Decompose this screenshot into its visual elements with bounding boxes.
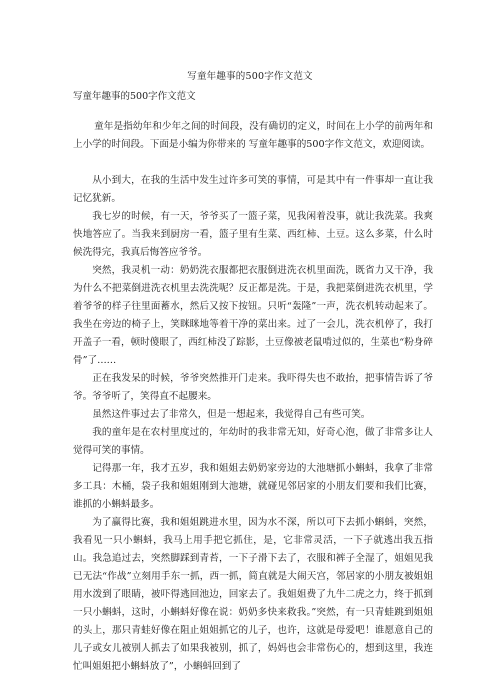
article-body: [73, 118, 433, 676]
paragraph: 记得那一年，我才五岁，我和姐姐去奶奶家旁边的大池塘抓小蝌蚪，我拿了非常多工具：木桶，袋子我和姐姐刚到大池塘，就碰见邻居家的小朋友们要和我们比赛，谁抓的小蝌蚪最多。: [73, 463, 433, 510]
paragraph: 虽然这件事过去了非常久，但是一想起来，我觉得自己有些可笑。: [92, 409, 371, 420]
document-title: 写童年趣事的500字作文范文: [187, 71, 313, 82]
paragraph: 突然，我灵机一动：奶奶洗衣服都把衣服倒进洗衣机里面洗，既省力又干净，我为什么不把菜倒进洗衣机里去洗洗呢？反正都是洗。于是，我把菜倒进洗衣机里，学着爷爷的样子往里面蓄水，然后又按下按钮。只听“轰隆”一声，洗衣机转动起来了。我坐在旁边的椅子上，笑眯眯地等着干净的菜出来。过了一会儿，洗衣机停了，我打开盖子一看，顿时傻眼了，西红柿没了踪影，土豆像被老鼠啃过似的，生菜也“粉身碎骨”了……: [73, 265, 433, 366]
paragraph: 我七岁的时候，有一天，爷爷买了一篮子菜，见我闲着没事，就让我洗菜。我爽快地答应了。当我来到厨房一看，篮子里有生菜、西红柿、土豆。这么多菜，什么时候洗得完，我真后悔答应爷爷。: [73, 211, 433, 258]
paragraph: 从小到大，在我的生活中发生过许多可笑的事情，可是其中有一件事却一直让我记忆犹新。: [73, 175, 433, 204]
paragraph: 我的童年是在农村里度过的，年幼时的我非常无知，好奇心泡，做了非常多让人觉得可笑的事情。: [73, 427, 433, 456]
intro-paragraph: 童年是指幼年和少年之间的时间段，没有确切的定义，时间在上小学的前两年和上小学的时间段。下面是小编为你带来的 写童年趣事的500字作文范文，欢迎阅读。: [73, 121, 433, 150]
paragraph: 为了赢得比赛，我和姐姐跳进水里，因为水不深，所以可下去抓小蝌蚪，突然，我看见一只小蝌蚪，我马上用手把它抓住，是，它非常灵活，一下子就逃出我五指山。我急追过去，突然脚踩到青苔，一下子滑下去了，衣服和裤子全湿了，姐姐见我已无法“作战”立刻用手东一抓，西一抓，简直就是大闹天宫，邻居家的小朋友被姐姐用水泼到了眼睛，被吓得逃回池边，回家去了。我姐姐费了九牛二虎之力，终于抓到一只小蝌蚪，这时，小蝌蚪好像在说：奶奶多快来救我。”突然，有一只青蛙跳到姐姐的头上，那只青蛙好像在阻止姐姐抓它的儿子，也许，这就是母爱吧！谁愿意自己的儿子或女儿被别人抓去了如果我被别，抓了，妈妈也会非常伤心的，想到这里，我连忙叫姐姐把小蝌蚪放了”，小蝌蚪回到了: [73, 517, 433, 672]
article-heading: 写童年趣事的500字作文范文: [73, 91, 196, 102]
paragraph: 正在我发呆的时候，爷爷突然推开门走来。我吓得失也不敢抬，把事情告诉了爷爷。爷爷听了，笑得直不起腰来。: [73, 373, 433, 402]
